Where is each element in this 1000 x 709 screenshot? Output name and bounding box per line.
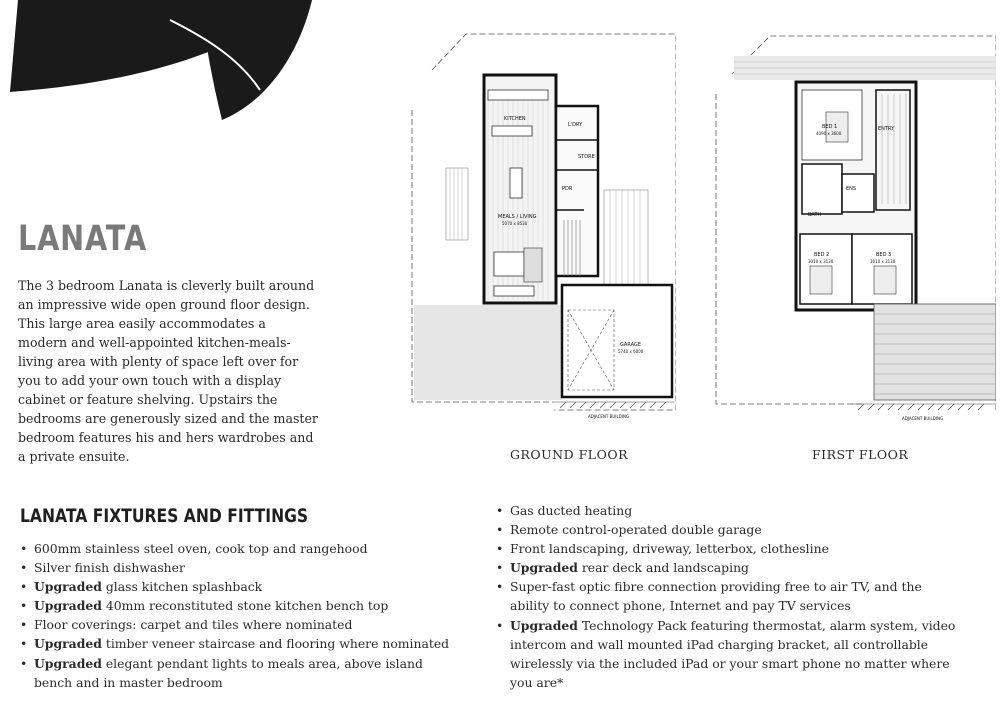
list-item: • Silver finish dishwasher bbox=[20, 558, 465, 577]
fixtures-list-right bbox=[496, 501, 956, 692]
meals-living-size: 5070 x 8530 bbox=[502, 221, 528, 226]
first-floor-caption: FIRST FLOOR bbox=[812, 447, 909, 462]
list-item: • Upgraded timber veneer staircase and flooring where nominated bbox=[20, 634, 465, 653]
entry-label: ENTRY bbox=[878, 126, 895, 132]
list-item: • Floor coverings: carpet and tiles where nominated bbox=[20, 615, 465, 634]
bed2-label: BED 2 bbox=[814, 252, 830, 258]
bed2-size: 3010 x 3130 bbox=[808, 259, 834, 264]
list-item: • Gas ducted heating bbox=[496, 501, 956, 520]
powder-room-label: PDR bbox=[562, 186, 573, 192]
list-item: • Upgraded glass kitchen splashback bbox=[20, 577, 465, 596]
list-item: • Super-fast optic fibre connection providing free to air TV, and the ability to connect phone, Internet and pay TV services bbox=[496, 577, 956, 615]
laundry-label: L'DRY bbox=[568, 122, 583, 128]
ensuite-label: ENS bbox=[846, 186, 857, 192]
list-item: • Front landscaping, driveway, letterbox, clothesline bbox=[496, 539, 956, 558]
page-title: LANATA bbox=[18, 219, 147, 259]
adjacent-building-label: ADJACENT BUILDING bbox=[902, 416, 944, 421]
bed3-size: 3010 x 3130 bbox=[870, 259, 896, 264]
list-item: • Remote control-operated double garage bbox=[496, 520, 956, 539]
fixtures-list-left bbox=[20, 539, 465, 692]
list-item: • Upgraded elegant pendant lights to meals area, above island bench and in master bedroom bbox=[20, 654, 465, 692]
fixtures-title: LANATA FIXTURES AND FITTINGS bbox=[20, 505, 309, 527]
adjacent-building-label: ADJACENT BUILDING bbox=[588, 414, 630, 419]
first-floor-plan bbox=[712, 34, 996, 430]
list-item: • Upgraded 40mm reconstituted stone kitchen bench top bbox=[20, 596, 465, 615]
garage-size: 5740 x 6000 bbox=[618, 349, 644, 354]
bed1-label: BED 1 bbox=[822, 124, 838, 130]
garage-label: GARAGE bbox=[620, 342, 641, 348]
ground-floor-caption: GROUND FLOOR bbox=[510, 447, 628, 462]
list-item: • 600mm stainless steel oven, cook top and rangehood bbox=[20, 539, 465, 558]
bed1-size: 4090 x 3600 bbox=[816, 131, 842, 136]
kitchen-label: KITCHEN bbox=[504, 116, 526, 122]
list-item: • Upgraded rear deck and landscaping bbox=[496, 558, 956, 577]
brand-swoosh-graphic bbox=[0, 0, 320, 120]
ground-floor-plan bbox=[404, 30, 676, 430]
list-item: • Upgraded Technology Pack featuring thermostat, alarm system, video intercom and wall mounted iPad charging bracket, all controllable wirelessly via the included iPad or your smart phone no matter where you are* bbox=[496, 616, 956, 692]
bed3-label: BED 3 bbox=[876, 252, 892, 258]
meals-living-label: MEALS / LIVING bbox=[498, 214, 537, 220]
intro-paragraph: The 3 bedroom Lanata is cleverly built around an impressive wide open ground floor design. This large area easily accommodates a modern and well-appointed kitchen-meals-living area with plenty of space left over for you to add your own touch with a display cabinet or feature shelving. Upstairs the bedrooms are generously sized and the master bedroom features his and hers wardrobes and a private ensuite. bbox=[18, 278, 318, 464]
bath-label: BATH bbox=[808, 212, 822, 218]
store-label: STORE bbox=[578, 154, 595, 160]
